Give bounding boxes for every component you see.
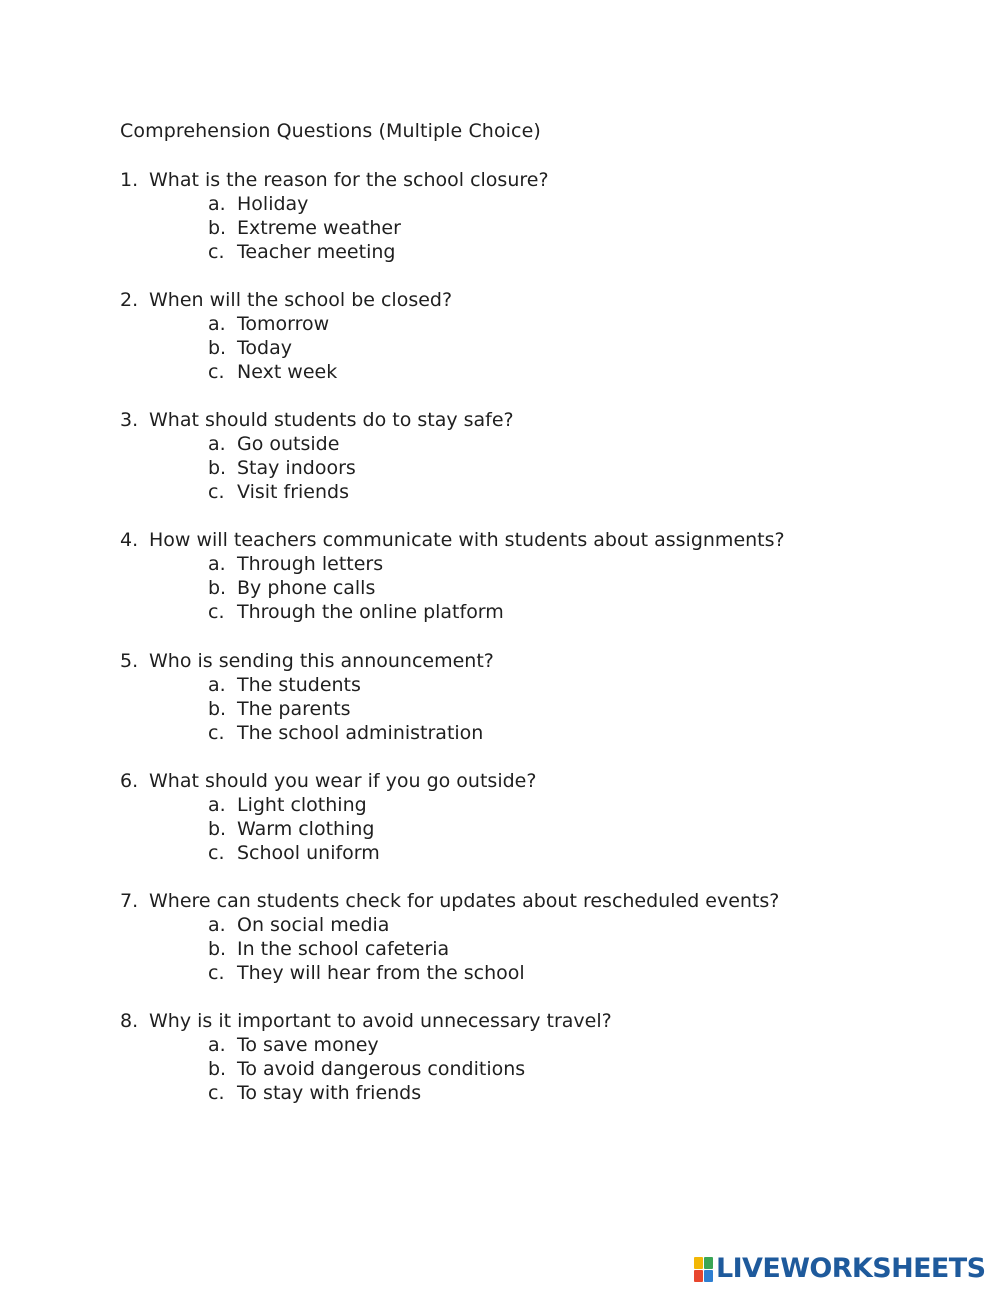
option-text: Visit friends	[237, 481, 349, 503]
question-8-option-c[interactable]	[208, 1081, 421, 1105]
option-letter: c.	[208, 241, 225, 263]
question-3-text	[120, 408, 514, 432]
question-2-option-c[interactable]	[208, 360, 337, 384]
question-number: 4.	[120, 529, 139, 551]
option-text: Holiday	[237, 193, 309, 215]
question-number: 7.	[120, 890, 139, 912]
option-text: Tomorrow	[237, 313, 330, 335]
option-text: Stay indoors	[237, 457, 356, 479]
question-prompt: Who is sending this announcement?	[149, 650, 494, 672]
option-text: By phone calls	[237, 577, 376, 599]
option-letter: c.	[208, 722, 225, 744]
question-7-option-a[interactable]	[208, 913, 389, 937]
question-prompt: When will the school be closed?	[149, 289, 453, 311]
question-8-text	[120, 1009, 612, 1033]
option-letter: c.	[208, 601, 225, 623]
option-text: To save money	[237, 1034, 379, 1056]
option-text: Go outside	[237, 433, 340, 455]
question-1	[0, 168, 1000, 268]
option-text: Extreme weather	[237, 217, 401, 239]
option-text: The school administration	[237, 722, 484, 744]
option-letter: c.	[208, 481, 225, 503]
question-number: 3.	[120, 409, 139, 431]
page-title: Comprehension Questions (Multiple Choice)	[120, 120, 541, 142]
logo-block-blue	[704, 1270, 713, 1282]
logo-block-yellow	[694, 1257, 703, 1269]
option-text: School uniform	[237, 842, 380, 864]
question-6-option-a[interactable]	[208, 793, 367, 817]
option-letter: b.	[208, 1058, 227, 1080]
question-6-option-b[interactable]	[208, 817, 374, 841]
option-letter: b.	[208, 698, 227, 720]
question-6-option-c[interactable]	[208, 841, 380, 865]
question-8-option-b[interactable]	[208, 1057, 525, 1081]
question-3-option-a[interactable]	[208, 432, 339, 456]
question-8-option-a[interactable]	[208, 1033, 379, 1057]
question-number: 5.	[120, 650, 139, 672]
option-letter: a.	[208, 794, 226, 816]
option-letter: c.	[208, 361, 225, 383]
question-number: 6.	[120, 770, 139, 792]
option-letter: b.	[208, 217, 227, 239]
question-7-option-c[interactable]	[208, 961, 525, 985]
question-5-text	[120, 649, 494, 673]
question-2-text	[120, 288, 452, 312]
logo-text: LIVEWORKSHEETS	[716, 1253, 986, 1284]
option-text: In the school cafeteria	[237, 938, 450, 960]
option-text: Teacher meeting	[237, 241, 396, 263]
question-2-option-a[interactable]	[208, 312, 329, 336]
option-letter: a.	[208, 1034, 226, 1056]
question-8	[0, 1009, 1000, 1109]
option-text: The students	[237, 674, 361, 696]
question-prompt: What is the reason for the school closure?	[149, 169, 549, 191]
question-3	[0, 408, 1000, 508]
option-letter: c.	[208, 962, 225, 984]
question-number: 1.	[120, 169, 139, 191]
question-7-option-b[interactable]	[208, 937, 449, 961]
question-7-text	[120, 889, 779, 913]
option-text: They will hear from the school	[237, 962, 525, 984]
question-4-option-c[interactable]	[208, 600, 504, 624]
option-letter: a.	[208, 553, 226, 575]
option-letter: a.	[208, 433, 226, 455]
question-number: 8.	[120, 1010, 139, 1032]
option-letter: c.	[208, 1082, 225, 1104]
option-letter: b.	[208, 818, 227, 840]
option-text: Next week	[237, 361, 338, 383]
option-text: Warm clothing	[237, 818, 375, 840]
option-letter: b.	[208, 577, 227, 599]
logo-block-green	[704, 1257, 713, 1269]
option-letter: a.	[208, 674, 226, 696]
question-4-option-a[interactable]	[208, 552, 383, 576]
question-number: 2.	[120, 289, 139, 311]
question-1-option-c[interactable]	[208, 240, 395, 264]
option-text: Light clothing	[237, 794, 367, 816]
option-letter: a.	[208, 313, 226, 335]
question-1-option-a[interactable]	[208, 192, 308, 216]
question-1-option-b[interactable]	[208, 216, 401, 240]
option-text: Through the online platform	[237, 601, 504, 623]
question-3-option-b[interactable]	[208, 456, 356, 480]
option-letter: c.	[208, 842, 225, 864]
question-prompt: Why is it important to avoid unnecessary travel?	[149, 1010, 612, 1032]
option-text: To avoid dangerous conditions	[237, 1058, 526, 1080]
question-4-option-b[interactable]	[208, 576, 375, 600]
logo-mark-icon	[694, 1257, 712, 1281]
option-letter: a.	[208, 914, 226, 936]
question-prompt: What should you wear if you go outside?	[149, 770, 537, 792]
question-6-text	[120, 769, 536, 793]
question-4-text	[120, 528, 785, 552]
question-1-text	[120, 168, 549, 192]
question-6	[0, 769, 1000, 869]
option-letter: b.	[208, 337, 227, 359]
question-4	[0, 528, 1000, 628]
question-prompt: Where can students check for updates about rescheduled events?	[149, 890, 780, 912]
option-letter: a.	[208, 193, 226, 215]
question-2-option-b[interactable]	[208, 336, 292, 360]
question-5	[0, 649, 1000, 749]
question-5-option-a[interactable]	[208, 673, 361, 697]
option-text: On social media	[237, 914, 390, 936]
option-letter: b.	[208, 457, 227, 479]
option-text: To stay with friends	[237, 1082, 422, 1104]
question-5-option-b[interactable]	[208, 697, 351, 721]
option-text: Today	[237, 337, 292, 359]
question-prompt: What should students do to stay safe?	[149, 409, 514, 431]
logo-block-red	[694, 1270, 703, 1282]
question-prompt: How will teachers communicate with students about assignments?	[149, 529, 785, 551]
question-3-option-c[interactable]	[208, 480, 349, 504]
liveworksheets-logo[interactable]	[694, 1254, 985, 1284]
question-2	[0, 288, 1000, 388]
question-7	[0, 889, 1000, 989]
question-5-option-c[interactable]	[208, 721, 483, 745]
option-text: Through letters	[237, 553, 384, 575]
option-letter: b.	[208, 938, 227, 960]
option-text: The parents	[237, 698, 351, 720]
